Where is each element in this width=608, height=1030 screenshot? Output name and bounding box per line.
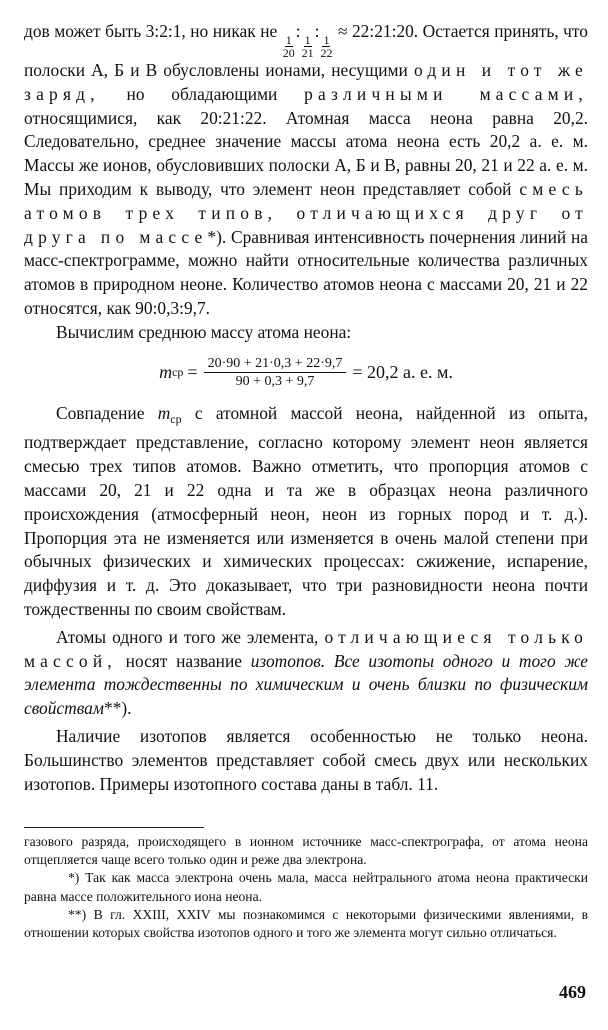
text-run: дов может быть 3:2:1, но никак не	[24, 21, 278, 41]
footnotes	[24, 833, 588, 942]
footnote-divider	[24, 827, 204, 828]
formula-denominator: 90 + 0,3 + 9,7	[235, 373, 315, 389]
spaced-emphasis: смесь атомов трех типов, отличающихся друг от друга по массе	[24, 178, 588, 247]
text-run: *). Сравнивая интенсивность почернения линий на масс-спектрограмме, можно найти относительные количества различных атомов в природном неоне. Количество атомов неона с массами 20, 21 и 22 относятся, как 90:0,3:9,7.	[24, 226, 588, 318]
fraction: $\frac{1}{20}$	[282, 33, 295, 60]
paragraph-isotope-composition: Наличие изотопов является особенностью не только неона. Большинство элементов представляет собой смесь двух или нескольких изотопов. Примеры изотопного состава даны в табл. 11.	[24, 725, 588, 794]
formula-symbol: m	[159, 361, 173, 382]
paragraph-isotope-definition: Атомы одного и того же элемента, отличающиеся только массой, носят название изотопов. Все изотопы одного и того же элемента тождественны по химическим и очень близки по физическим свойствам**).	[24, 626, 588, 719]
spaced-emphasis: один и тот же заряд,	[24, 60, 588, 104]
spaced-emphasis: различными массами,	[304, 83, 588, 104]
mean-mass-formula: m ср = $\frac{20\cdot 90 + 21\cdot 0,3 + 22\cdot 9,7}{90 + 0,3 + 9,7}$ = 20,2 а. е. м.	[159, 355, 453, 389]
formula-numerator: 20·90 + 21·0,3 + 22·9,7	[204, 355, 347, 373]
footnote-continuation: газового разряда, происходящего в ионном источнике масс-спектрографа, от атома неона отщепляется чаще всего только один и реже два электрона.	[24, 834, 588, 868]
text-run: относящимися, как 20:21:22. Атомная масса неона равна 20,2. Следовательно, среднее значение массы атома неона есть 20,2 а. е. м. Массы же ионов, обусловивших полоски А, Б и В, равны 20, 21 и 22 а. е. м. Мы приходим к выводу, что элемент неон представляет собой	[24, 107, 588, 199]
spaced-emphasis: отличающиеся только массой,	[24, 626, 588, 671]
italic-definition: изотопов. Все изотопы одного и того же элемента тождественны по химическим и очень близки по физическим свойствам	[24, 650, 588, 719]
paragraph-isotope-ions: дов может быть 3:2:1, но никак не $\frac{1}{20}$ : $\frac{1}{21}$ : $\frac{1}{22}$ ≈ 22:21:20. Остается принять, что полоски А, Б и В обусловлены ионами, несущими один и тот же заряд, но обладающими различными массами, относящимися, как 20:21:22. Атомная масса неона равна 20,2. Следовательно, среднее значение массы атома неона есть 20,2 а. е. м. Массы же ионов, обусловивших полоски А, Б и В, равны 20, 21 и 22 а. е. м. Мы приходим к выводу, что элемент неон представляет собой смесь атомов трех типов, отличающихся друг от друга по массе*). Сравнивая интенсивность почернения линий на масс-спектрограмме, можно найти относительные количества различных атомов в природном неоне. Количество атомов неона с массами 20, 21 и 22 относятся, как 90:0,3:9,7.	[24, 21, 588, 318]
paragraph-coincidence: Совпадение $m_{ср}$ с атомной массой неона, найденной из опыта, подтверждает представление, согласно которому элемент неон является смесью трех типов атомов. Важно отметить, что пропорция атомов с массами 20, 21 и 22 одна и та же в образцах неона различного происхождения (атмосферный неон, неон из горных пород и т. д.). Пропорция эта не изменяется или изменяется в очень малой степени при обычных физических и химических процессах: сжижение, испарение, диффузия и т. д. Это доказывает, что три разновидности неона почти тождественны по своим свойствам.	[24, 402, 588, 619]
main-text	[24, 20, 588, 796]
text-run: но обладающими	[126, 83, 278, 104]
fraction: $\frac{1}{21}$	[301, 33, 314, 60]
footnote-1: *) Так как масса электрона очень мала, масса нейтрального атома неона практически равна массе положительного иона неона.	[24, 870, 588, 904]
fraction: $\frac{1}{22}$	[320, 33, 333, 60]
footnote-2: **) В гл. XXIII, XXIV мы познакомимся с некоторыми физическими явлениями, в отношении которых свойства изотопов одного и того же элемента могут сильно отличаться.	[24, 906, 588, 941]
formula-result: = 20,2 а. е. м.	[352, 361, 453, 382]
page-number: 469	[559, 982, 586, 1002]
text-run: ≈ 22:21:20. Остается принять, что полоски А, Б и В обусловлены ионами, несущими	[24, 21, 588, 80]
formula-fraction	[204, 355, 347, 390]
paragraph-compute-mean: Вычислим среднюю массу атома неона:	[56, 321, 352, 342]
